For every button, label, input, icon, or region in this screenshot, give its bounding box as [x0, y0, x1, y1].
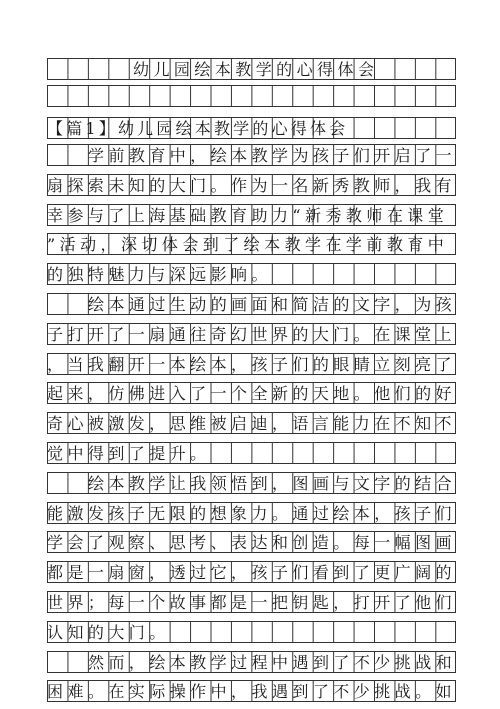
text-line: 学前教育中，绘本教学为孩子们开启了一	[88, 146, 456, 165]
grid-row	[47, 293, 456, 315]
grid-row-blank	[47, 85, 456, 107]
grid-row	[47, 472, 456, 494]
grid-row	[47, 174, 456, 196]
page-title: 幼儿园绘本教学的心得体会	[133, 60, 379, 79]
grid-row	[47, 442, 456, 464]
text-line: 学会了观察、思考、表达和创造。每一幅图画	[47, 533, 456, 553]
text-line: ，当我翻开一本绘本，孩子们的眼睛立刻亮了	[47, 354, 456, 374]
text-line: 子打开了一扇通往奇幻世界的大门。在课堂上	[47, 324, 456, 344]
text-line: 认知的大门。	[47, 622, 170, 642]
grid-row	[47, 353, 456, 375]
text-line: 绘本通过生动的画面和简洁的文字，为孩	[88, 295, 456, 314]
text-line: 世界；每一个故事都是一把钥匙，打开了他们	[47, 593, 456, 612]
grid-paper	[47, 58, 456, 702]
grid-row	[47, 233, 456, 255]
text-line: 然而，绘本教学过程中遇到了不少挑战和	[88, 652, 456, 672]
grid-row	[47, 621, 456, 643]
text-line: 绘本教学让我领悟到，图画与文字的结合	[88, 473, 456, 493]
text-line: 能激发孩子无限的想象力。通过绘本，孩子们	[47, 503, 456, 523]
text-line: 觉中得到了提升。	[47, 444, 211, 463]
text-line: 扇探索未知的大门。作为一名新秀教师，我有	[47, 175, 456, 195]
section-heading: 【篇1】幼儿园绘本教学的心得体会	[47, 119, 349, 138]
grid-row	[47, 382, 456, 404]
grid-row	[47, 263, 456, 285]
text-line: 困难。在实际操作中，我遇到了不少挑战。如	[47, 682, 456, 702]
text-line: 奇心被激发，思维被启迪，语言能力在不知不	[47, 414, 456, 434]
text-line: 的独特魅力与深远影响。	[47, 265, 272, 285]
grid-row	[47, 680, 456, 702]
grid-row	[47, 502, 456, 524]
grid-row	[47, 204, 456, 226]
text-line: 幸参与了上海基础教育助力“新秀教师在课堂	[47, 205, 449, 225]
text-line: ”活动，深切体会到了绘本教学在学前教育中	[47, 235, 449, 255]
grid-row	[47, 561, 456, 583]
grid-row-title	[47, 58, 456, 80]
grid-row-heading	[47, 117, 456, 139]
text-line: 起来，仿佛进入了一个全新的天地。他们的好	[47, 384, 456, 404]
text-line: 都是一扇窗，透过它，孩子们看到了更广阔的	[47, 563, 456, 583]
grid-row	[47, 531, 456, 553]
grid-row	[47, 412, 456, 434]
grid-row	[47, 651, 456, 673]
grid-row	[47, 323, 456, 345]
grid-row	[47, 144, 456, 166]
grid-row	[47, 591, 456, 613]
